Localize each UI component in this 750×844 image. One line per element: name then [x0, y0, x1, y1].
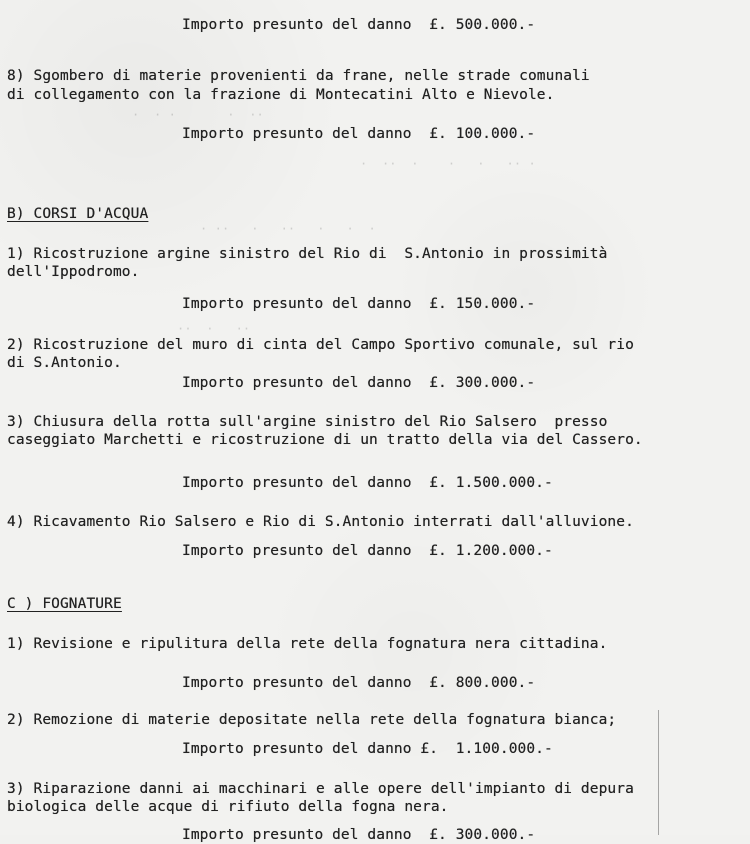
- section-b-item-1-line-2: dell'Ippodromo.: [7, 264, 140, 280]
- amount-line-1: Importo presunto del danno £. 500.000.-: [182, 17, 536, 33]
- section-c-item-3-line-2: biologica delle acque di rifiuto della fogna nera.: [7, 799, 449, 815]
- amount-line-9: Importo presunto del danno £. 300.000.-: [182, 827, 536, 843]
- section-b-item-1-line-1: 1) Ricostruzione argine sinistro del Rio di S.Antonio in prossimità: [7, 246, 608, 262]
- section-heading-c: C ) FOGNATURE: [7, 596, 122, 612]
- amount-line-6: Importo presunto del danno £. 1.200.000.-: [182, 543, 553, 559]
- vertical-pencil-mark: [658, 710, 659, 835]
- amount-line-8: Importo presunto del danno £. 1.100.000.-: [182, 741, 553, 757]
- item-8-line-2: di collegamento con la frazione di Montecatini Alto e Nievole.: [7, 87, 555, 103]
- item-8-line-1: 8) Sgombero di materie provenienti da frane, nelle strade comunali: [7, 68, 590, 84]
- section-c-item-1: 1) Revisione e ripulitura della rete della fognatura nera cittadina.: [7, 636, 608, 652]
- amount-line-2: Importo presunto del danno £. 100.000.-: [182, 126, 536, 142]
- section-c-item-2: 2) Remozione di materie depositate nella rete della fognatura bianca;: [7, 712, 617, 728]
- section-b-item-2-line-2: di S.Antonio.: [7, 355, 122, 371]
- amount-line-4: Importo presunto del danno £. 300.000.-: [182, 375, 536, 391]
- show-through-text-1: · · · · ··: [132, 108, 264, 122]
- section-b-item-2-line-1: 2) Ricostruzione del muro di cinta del Campo Sportivo comunale, sul rio: [7, 337, 634, 353]
- show-through-text-4: ·· · ··: [177, 322, 251, 336]
- amount-line-3: Importo presunto del danno £. 150.000.-: [182, 296, 536, 312]
- show-through-text-2: · ·· · · · ·· ·: [360, 157, 536, 171]
- amount-line-5: Importo presunto del danno £. 1.500.000.-: [182, 475, 553, 491]
- show-through-text-3: · ·· · ·· · · ·: [200, 222, 376, 236]
- amount-line-7: Importo presunto del danno £. 800.000.-: [182, 675, 536, 691]
- section-heading-b: B) CORSI D'ACQUA: [7, 206, 149, 222]
- section-b-item-4: 4) Ricavamento Rio Salsero e Rio di S.Antonio interrati dall'alluvione.: [7, 514, 634, 530]
- section-c-item-3-line-1: 3) Riparazione danni ai macchinari e alle opere dell'impianto di depura: [7, 781, 634, 797]
- section-b-item-3-line-1: 3) Chiusura della rotta sull'argine sinistro del Rio Salsero presso: [7, 414, 608, 430]
- section-b-item-3-line-2: caseggiato Marchetti e ricostruzione di un tratto della via del Cassero.: [7, 432, 643, 448]
